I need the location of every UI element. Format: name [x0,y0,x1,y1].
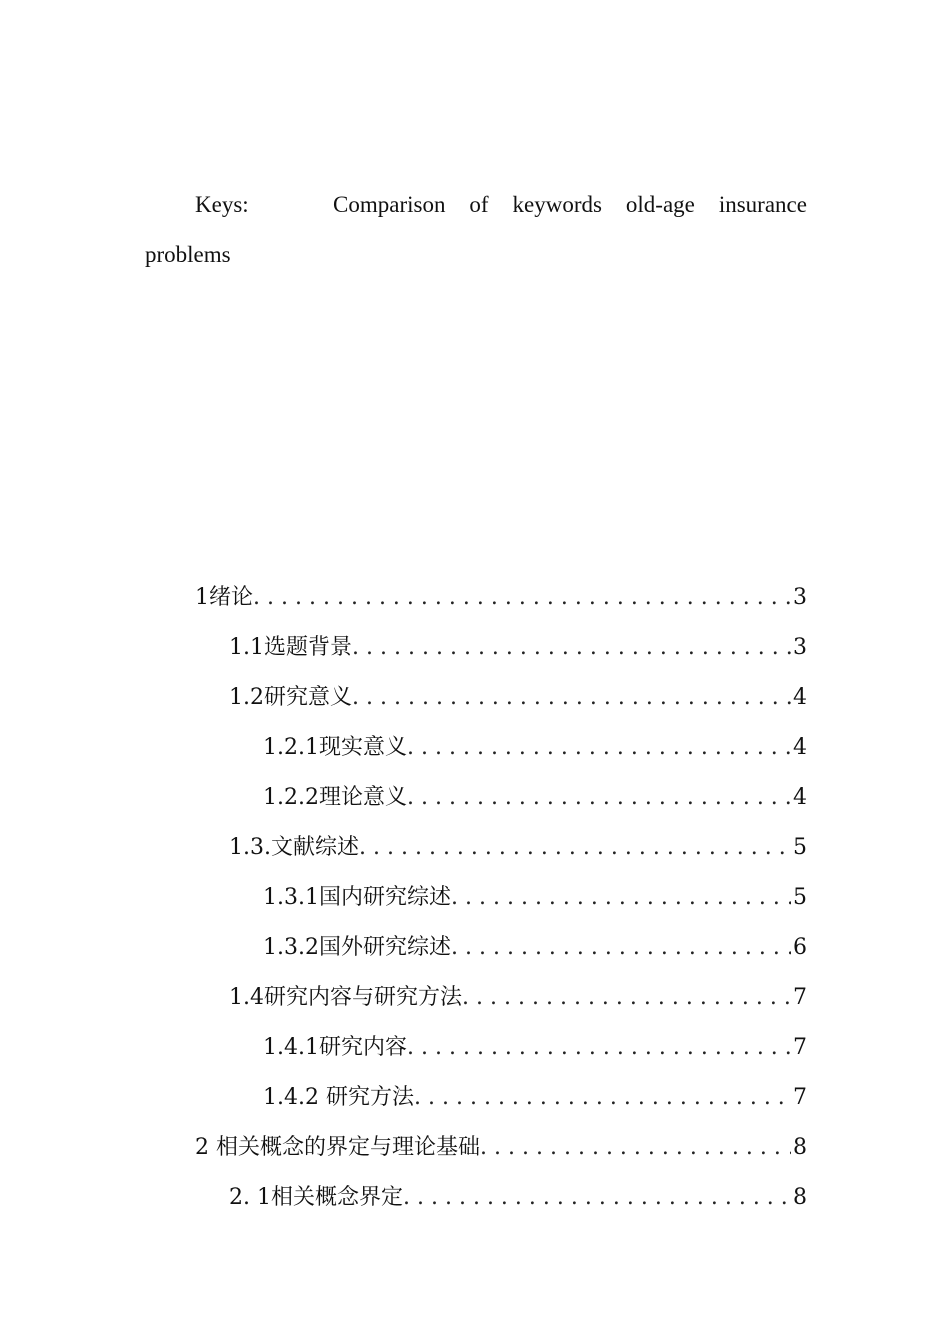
toc-dot-leader [480,1126,791,1170]
toc-entry-title: 1.2.2理论意义 [263,785,407,810]
toc-dot-leader [407,776,791,820]
toc-entry[interactable] [195,1126,807,1176]
toc-dot-leader [451,876,791,920]
keywords-line-2: problems [145,242,231,267]
toc-entry-title: 1.2.1现实意义 [263,735,407,760]
keyword-word: Comparison [333,192,446,217]
toc-entry-title: 1.4研究内容与研究方法 [229,985,462,1010]
toc-entry[interactable] [263,776,807,826]
toc-entry[interactable] [229,676,807,726]
toc-dot-leader [407,726,791,770]
toc-page-number: 4 [793,785,807,810]
toc-entry[interactable] [263,1026,807,1076]
toc-page-number: 3 [793,585,807,610]
toc-entry-title: 1.1选题背景 [229,635,352,660]
toc-entry[interactable] [263,726,807,776]
toc-dot-leader [253,576,791,620]
toc-page-number: 7 [793,1035,807,1060]
toc-page-number: 5 [793,835,807,860]
toc-page-number: 7 [793,1085,807,1110]
keywords-label: Keys: [195,192,249,217]
toc-entry[interactable] [229,826,807,876]
toc-entry-title: 1.3.文献综述 [229,835,359,860]
toc-entry[interactable] [229,976,807,1026]
toc-entry[interactable] [195,576,807,626]
keyword-word: old-age [625,192,695,217]
toc-entry[interactable] [229,626,807,676]
keywords-line-1 [145,180,807,230]
keyword-word: insurance [718,192,807,217]
keywords-block [145,180,807,280]
toc-entry-title: 1.3.1国内研究综述 [263,885,451,910]
toc-entry-title: 1.2研究意义 [229,685,352,710]
toc-entry[interactable] [263,876,807,926]
toc-page-number: 8 [793,1135,807,1160]
toc-dot-leader [462,976,791,1020]
toc-page-number: 5 [793,885,807,910]
toc-dot-leader [352,626,791,670]
toc-page-number: 4 [793,685,807,710]
toc-page-number: 8 [793,1185,807,1210]
toc-page-number: 3 [793,635,807,660]
toc-entry-title: 2 相关概念的界定与理论基础 [195,1135,480,1160]
toc-entry-title: 1.4.1研究内容 [263,1035,407,1060]
toc-page-number: 6 [793,935,807,960]
toc-dot-leader [451,926,791,970]
toc-dot-leader [403,1176,791,1220]
toc-entry[interactable] [263,926,807,976]
toc-entry-title: 1.4.2 研究方法 [263,1085,414,1110]
toc-entry[interactable] [229,1176,807,1226]
toc-entry-title: 2. 1相关概念界定 [229,1185,403,1210]
toc-entry-title: 1绪论 [195,585,253,610]
toc-dot-leader [407,1026,791,1070]
keyword-word: of [469,192,489,217]
toc-dot-leader [359,826,791,870]
toc-entry-title: 1.3.2国外研究综述 [263,935,451,960]
toc-entry[interactable] [263,1076,807,1126]
toc-dot-leader [414,1076,791,1120]
toc-dot-leader [352,676,791,720]
toc-page-number: 4 [793,735,807,760]
toc-page-number: 7 [793,985,807,1010]
keyword-word: keywords [512,192,602,217]
keywords-words [333,180,807,230]
